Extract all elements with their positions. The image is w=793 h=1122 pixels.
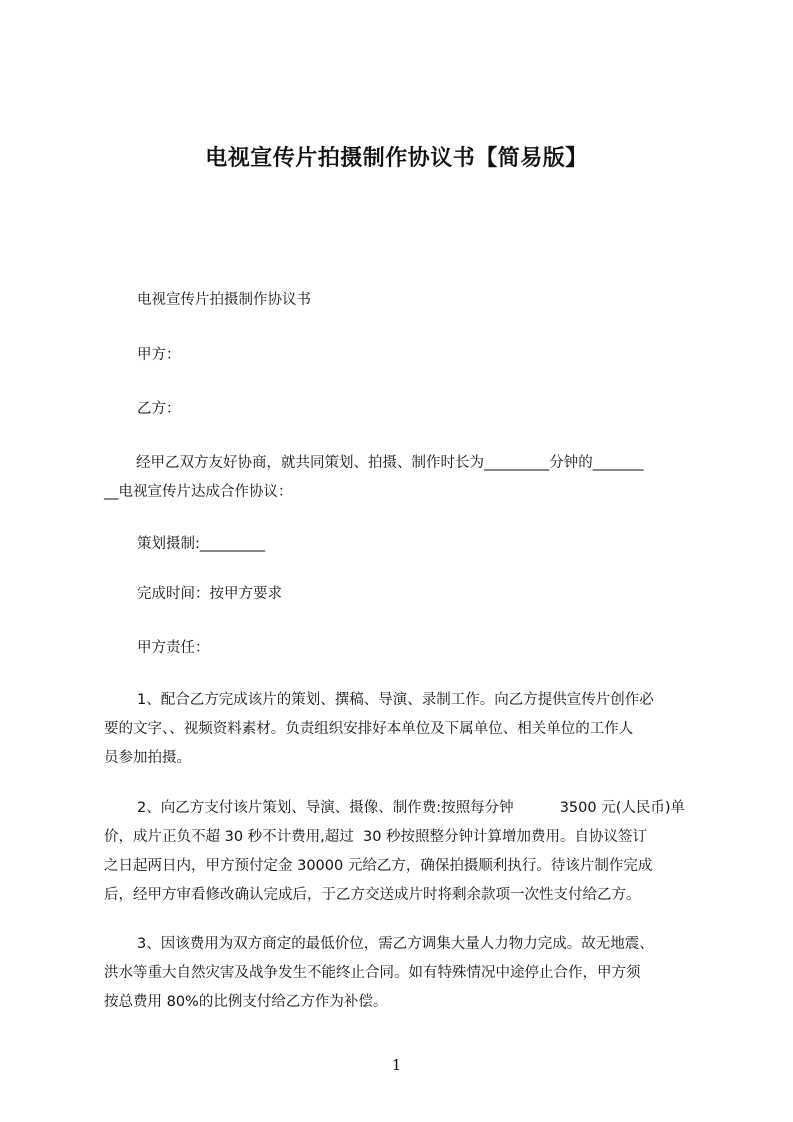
page-number: 1 [391, 1056, 402, 1074]
clause-2-line: 价，成片正负不超 30 秒不计费用,超过 30 秒按照整分钟计算增加费用。自协议签订 [104, 829, 648, 845]
intro-line: 经甲乙双方友好协商，就共同策划、拍摄、制作时长为_________分钟的_______ [136, 455, 644, 471]
clause-3-line: 按总费用 80%的比例支付给乙方作为补偿。 [104, 994, 388, 1010]
completion-line: 完成时间：按甲方要求 [137, 586, 282, 602]
document-title: 电视宣传片拍摄制作协议书【简易版】 [205, 146, 588, 171]
clause-3 [104, 930, 710, 1017]
intro-paragraph [104, 449, 710, 507]
clause-2 [104, 794, 710, 910]
planning-line: 策划摄制:_________ [137, 536, 266, 552]
party-b-label: 乙方： [137, 401, 181, 417]
clause-1 [104, 686, 710, 773]
clause-1-line: 员参加拍摄。 [104, 750, 191, 766]
clause-2-line: 之日起两日内，甲方预付定金 30000 元给乙方，确保拍摄顺利执行。待该片制作完成 [104, 858, 653, 874]
clause-1-line: 1、配合乙方完成该片的策划、撰稿、导演、录制工作。向乙方提供宣传片创作必 [137, 692, 654, 708]
clause-2-line: 2、向乙方支付该片策划、导演、摄像、制作费:按照每分钟 3500 元(人民币)单 [137, 800, 686, 816]
clause-3-line: 3、因该费用为双方商定的最低价位，需乙方调集大量人力物力完成。故无地震、 [137, 936, 654, 952]
clause-3-line: 洪水等重大自然灾害及战争发生不能终止合同。如有特殊情况中途停止合作，甲方须 [104, 965, 641, 981]
intro-line: __电视宣传片达成合作协议： [104, 484, 293, 500]
clause-1-line: 要的文字、、视频资料素材。负责组织安排好本单位及下属单位、相关单位的工作人 [104, 721, 634, 737]
party-a-duties-heading: 甲方责任： [137, 640, 210, 656]
clause-2-line: 后，经甲方审看修改确认完成后，于乙方交送成片时将剩余款项一次性支付给乙方。 [104, 887, 641, 903]
party-a-label: 甲方： [137, 347, 181, 363]
agreement-subtitle: 电视宣传片拍摄制作协议书 [137, 292, 311, 308]
